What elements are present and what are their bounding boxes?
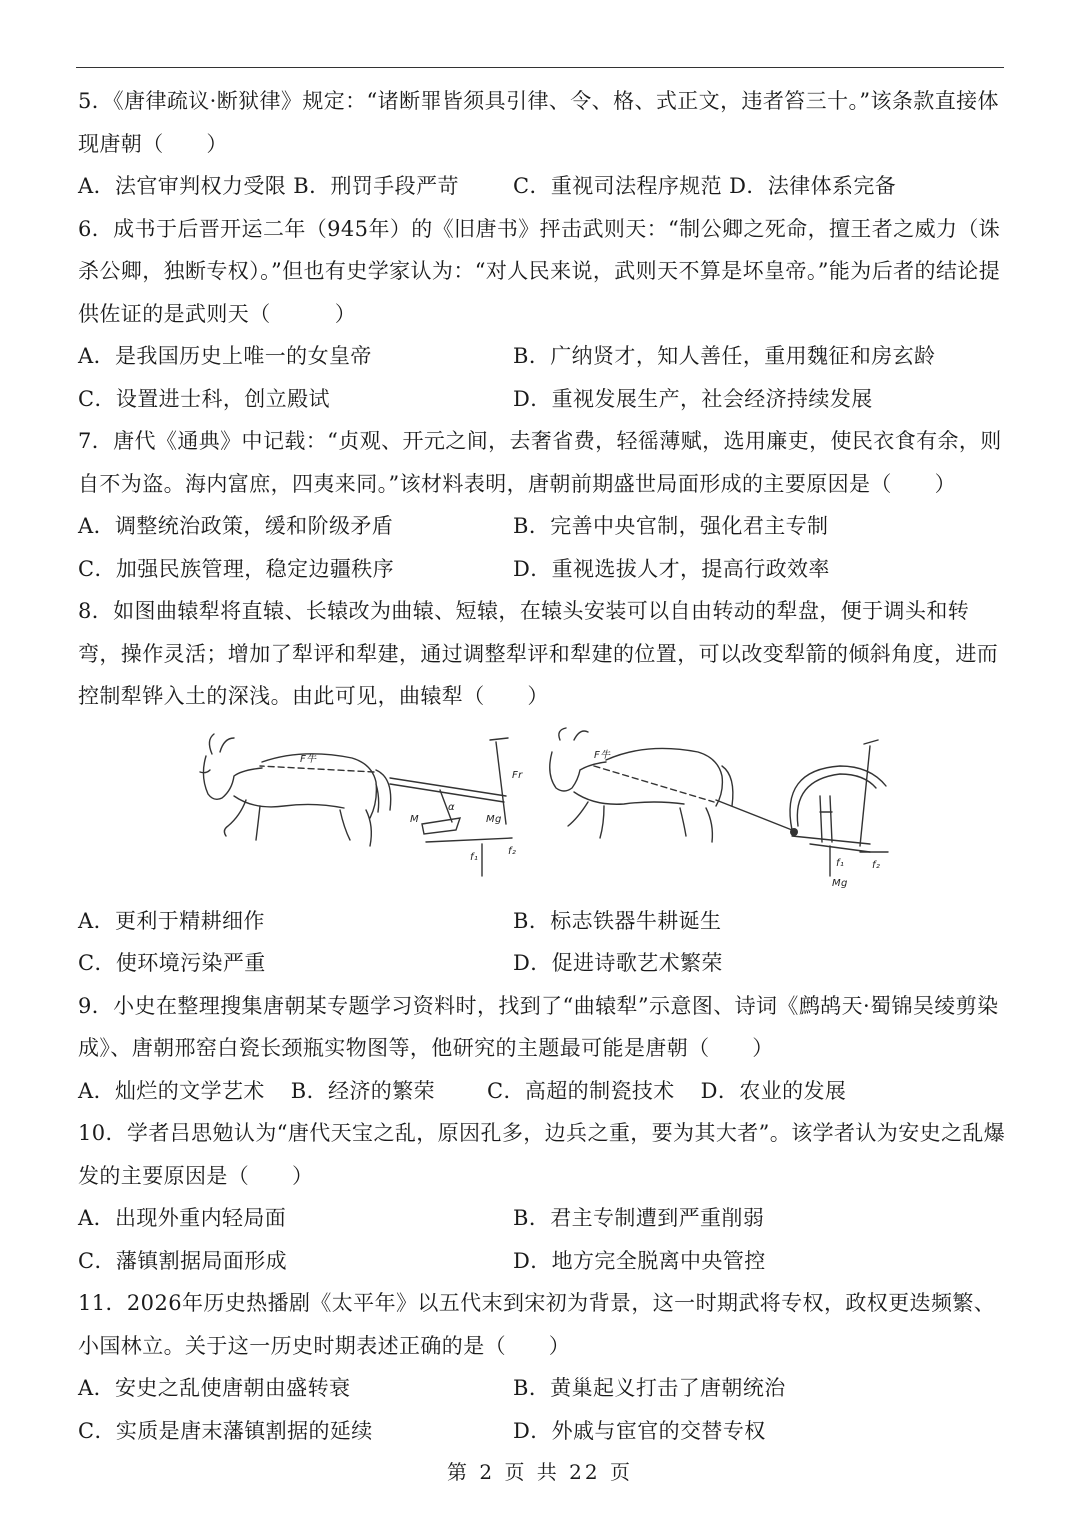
options [78, 335, 1008, 420]
option-b: B．黄巢起义打击了唐朝统治 [513, 1376, 786, 1400]
option-a: A．调整统治政策，缓和阶级矛盾 [78, 514, 394, 538]
question-stem: 7．唐代《通典》中记载：“贞观、开元之间，去奢省费，轻徭薄赋，选用廉吏，使民衣食有余，则自不为盗。海内富庶，四夷来同。”该材料表明，唐朝前期盛世局面形成的主要原因是（ ） [78, 429, 1002, 496]
header-rule [76, 67, 1004, 68]
option-d: D．重视发展生产，社会经济持续发展 [513, 386, 873, 411]
figure-label: α [448, 801, 455, 813]
option-ab: A．法官审判权力受限 B．刑罚手段严苛 [78, 174, 459, 198]
question-stem: 9．小史在整理搜集唐朝某专题学习资料时，找到了“曲辕犁”示意图、诗词《鹧鸪天·蜀锦吴绫剪染成》、唐朝邢窑白瓷长颈瓶实物图等，他研究的主题最可能是唐朝（ ） [78, 993, 999, 1060]
option-a: A．是我国历史上唯一的女皇帝 [78, 344, 372, 368]
figure-label: f₁ [836, 857, 845, 869]
question-5 [78, 80, 1008, 208]
figure-label: Mg [486, 813, 502, 825]
options [78, 1197, 1008, 1282]
option-c: C．高超的制瓷技术 [487, 1078, 675, 1103]
option-a: A．灿烂的文学艺术 [78, 1078, 265, 1103]
option-a: A．安史之乱使唐朝由盛转衰 [78, 1376, 351, 1400]
options [78, 165, 1008, 208]
option-d: D．外戚与宦官的交替专权 [513, 1418, 766, 1443]
curved-plough-sketch [530, 726, 890, 891]
option-c: C．使环境污染严重 [78, 951, 266, 975]
question-stem: 11．2026年历史热播剧《太平年》以五代末到宋初为背景，这一时期武将专权，政权更迭频繁、小国林立。关于这一历史时期表述正确的是（ ） [78, 1291, 996, 1358]
figure-label: Fr [512, 769, 523, 781]
options [78, 1367, 1008, 1452]
question-8 [78, 590, 1008, 985]
question-stem: 10．学者吕思勉认为“唐代天宝之乱，原因孔多，边兵之重，要为其大者”。该学者认为安史之乱爆发的主要原因是（ ） [78, 1121, 1006, 1188]
option-c: C．藩镇割据局面形成 [78, 1248, 288, 1273]
option-a: A．出现外重内轻局面 [78, 1206, 287, 1230]
option-d: D．重视选拔人才，提高行政效率 [513, 556, 830, 581]
option-b: B．君主专制遭到严重削弱 [513, 1206, 765, 1230]
figure-label: F牛 [300, 753, 317, 765]
figure-label: Mg [832, 877, 848, 889]
options [78, 1070, 1008, 1113]
question-6 [78, 208, 1008, 421]
plough-figure [78, 726, 1008, 896]
figure-label: F牛 [594, 749, 611, 761]
option-d: D．地方完全脱离中央管控 [513, 1248, 766, 1273]
question-10 [78, 1112, 1008, 1282]
option-c: C．加强民族管理，稳定边疆秩序 [78, 556, 395, 581]
option-b: B．广纳贤才，知人善任，重用魏征和房玄龄 [513, 344, 936, 368]
options [78, 900, 1008, 985]
option-a: A．更利于精耕细作 [78, 908, 265, 933]
figure-label: M [410, 813, 420, 825]
straight-plough-sketch [190, 726, 523, 891]
figure-label: f₁ [470, 851, 479, 863]
questions [78, 80, 1008, 1452]
question-stem: 8．如图曲辕犁将直辕、长辕改为曲辕、短辕，在辕头安装可以自由转动的犁盘，便于调头和转弯，操作灵活；增加了犁评和犁建，通过调整犁评和犁建的位置，可以改变犁箭的倾斜角度，进而控制犁铧入土的深浅。由此可见，曲辕犁（ ） [78, 599, 999, 708]
question-9 [78, 985, 1008, 1113]
question-11 [78, 1282, 1008, 1452]
option-d: D．农业的发展 [700, 1078, 847, 1103]
question-stem: 6．成书于后晋开运二年（945年）的《旧唐书》抨击武则天：“制公卿之死命，擅王者之威力（诛杀公卿，独断专权）。”但也有史学家认为：“对人民来说，武则天不算是坏皇帝。”能为后者的结论提供佐证的是武则天（ ） [78, 216, 1001, 326]
option-b: B．标志铁器牛耕诞生 [513, 908, 722, 933]
option-c: C．设置进士科，创立殿试 [78, 386, 330, 411]
option-d: D．促进诗歌艺术繁荣 [513, 951, 723, 975]
option-cd: C．重视司法程序规范 D．法律体系完备 [513, 174, 897, 198]
question-7 [78, 420, 1008, 590]
option-b: B．完善中央官制，强化君主专制 [513, 514, 829, 538]
figure-label: f₂ [508, 845, 517, 857]
options [78, 505, 1008, 590]
figure-label: f₂ [872, 859, 881, 871]
option-c: C．实质是唐末藩镇割据的延续 [78, 1418, 373, 1443]
option-b: B．经济的繁荣 [290, 1078, 435, 1103]
page-number: 第 2 页 共 22 页 [447, 1460, 633, 1484]
question-stem: 5．《唐律疏议·断狱律》规定：“诸断罪皆须具引律、令、格、式正文，违者笞三十。”该条款直接体现唐朝（ ） [78, 89, 999, 156]
